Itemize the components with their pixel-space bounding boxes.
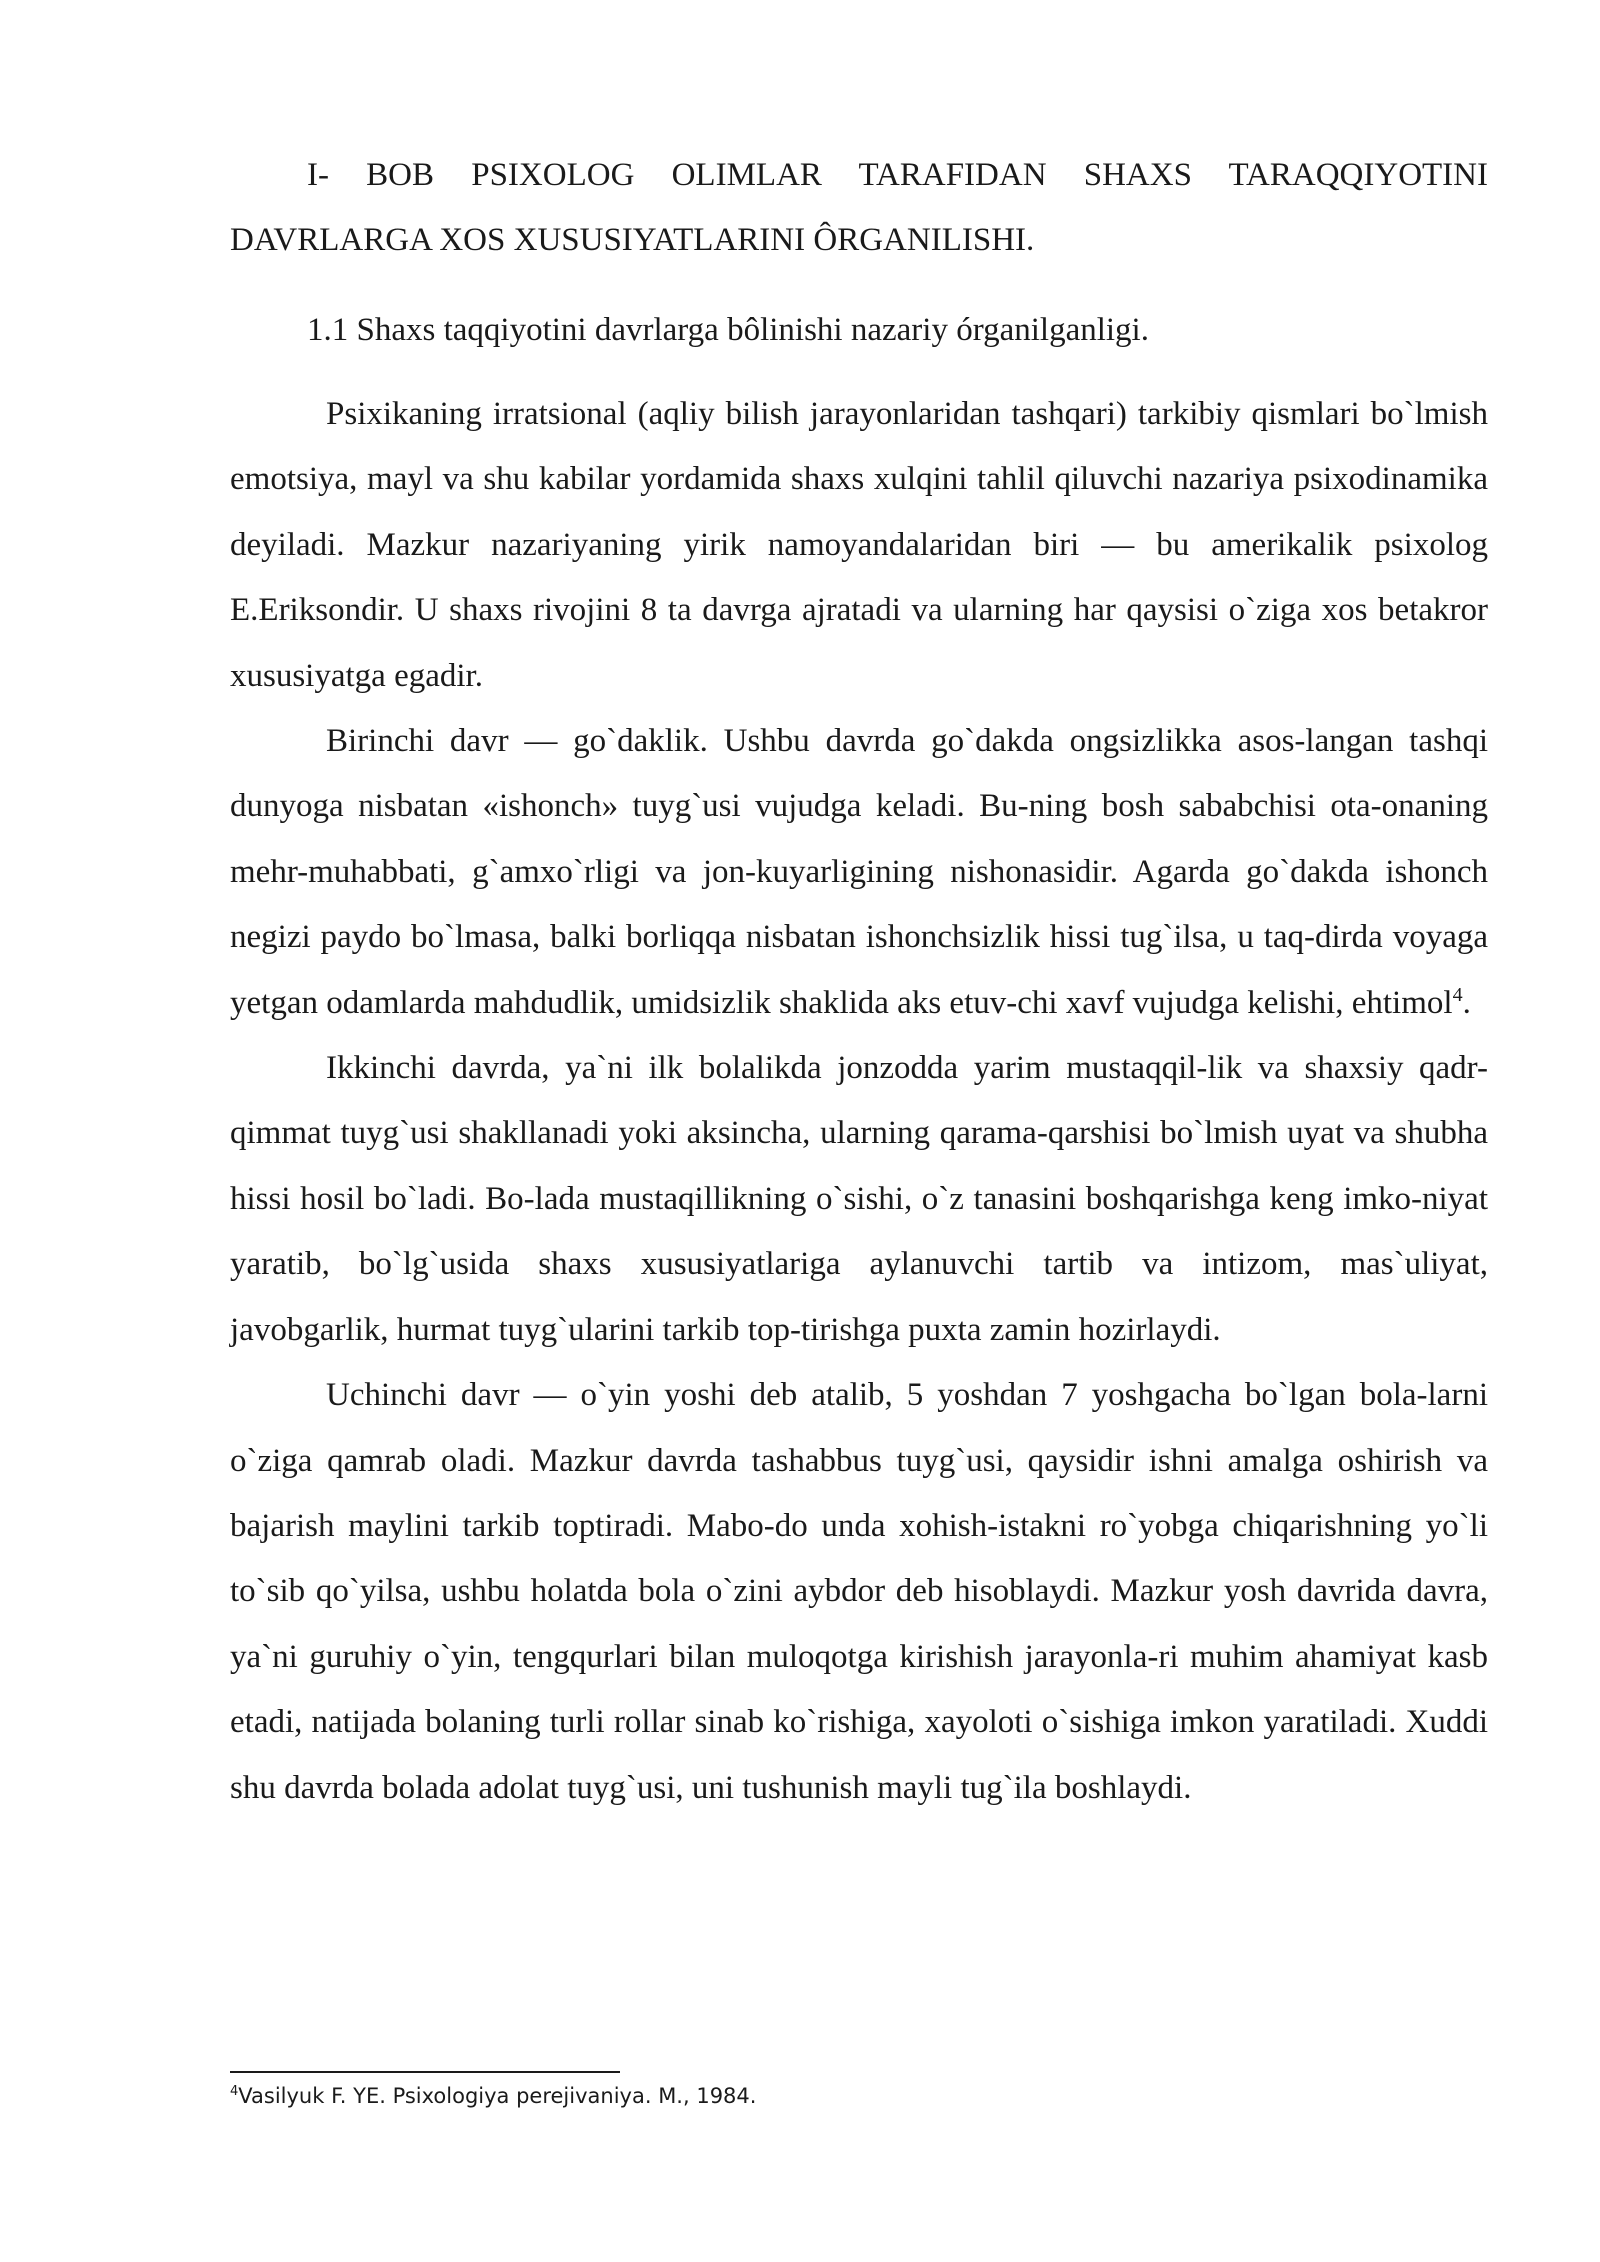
paragraph-3: Ikkinchi davrda, ya`ni ilk bolalikda jonzodda yarim mustaqqil-lik va shaxsiy qadr-qimmat tuyg`usi shakllanadi yoki aksincha, ularning qarama-qarshisi bo`lmish uyat va shubha hissi hosil bo`ladi. Bo-lada mustaqillikning o`sishi, o`z tanasini boshqarishga keng imko-niyat yaratib, bo`lg`usida shaxs xususiyatlariga aylanuvchi tartib va intizom, mas`uliyat, javobgarlik, hurmat tuyg`ularini tarkib top-tirishga puxta zamin hozirlaydi. (230, 1050, 1488, 1348)
chapter-title: I- BOB PSIXOLOG OLIMLAR TARAFIDAN SHAXS TARAQQIYOTINI DAVRLARGA XOS XUSUSIYATLARINI ÔRGANILISHI. (230, 157, 1488, 258)
footnote (230, 2080, 1488, 2112)
body-text (230, 382, 1488, 1821)
paragraph-2 (230, 709, 1488, 1036)
paragraph-1: Psixikaning irratsional (aqliy bilish jarayonlaridan tashqari) tarkibiy qismlari bo`lmish emotsiya, mayl va shu kabilar yordamida shaxs xulqini tahlil qiluvchi nazariya psixodinamika deyiladi. Mazkur nazariyaning yirik namoyandalaridan biri — bu amerikalik psixolog E.Eriksondir. U shaxs rivojini 8 ta davrga ajratadi va ularning har qaysisi o`ziga xos betakror xususiyatga egadir. (230, 396, 1488, 694)
footnote-marker: 4 (230, 2084, 239, 2099)
section-title: 1.1 Shaxs taqqiyotini davrlarga bôlinishi nazariy órganilganligi. (307, 312, 1149, 348)
paragraph-4: Uchinchi davr — o`yin yoshi deb atalib, 5 yoshdan 7 yoshgacha bo`lgan bola-larni o`ziga qamrab oladi. Mazkur davrda tashabbus tuyg`usi, qaysidir ishni amalga oshirish va bajarish maylini tarkib toptiradi. Mabo-do unda xohish-istakni ro`yobga chiqarishning yo`li to`sib qo`yilsa, ushbu holatda bola o`zini aybdor deb hisoblaydi. Mazkur yosh davrida davra, ya`ni guruhiy o`yin, tengqurlari bilan muloqotga kirishish jarayonla-ri muhim ahamiyat kasb etadi, natijada bolaning turli rollar sinab ko`rishiga, xayoloti o`sishiga imkon yaratiladi. Xuddi shu davrda bolada adolat tuyg`usi, uni tushunish mayli tug`ila boshlaydi. (230, 1377, 1488, 1806)
footnote-separator (230, 2071, 620, 2073)
footnote-text: Vasilyuk F. YE. Psixologiya perejivaniya. M., 1984. (238, 2084, 757, 2108)
footnote-reference[interactable]: 4 (1452, 983, 1463, 1006)
paragraph-2-text: Birinchi davr — go`daklik. Ushbu davrda go`dakda ongsizlikka asos-langan tashqi dunyoga nisbatan «ishonch» tuyg`usi vujudga keladi. Bu-ning bosh sababchisi ota-onaning mehr-muhabbati, g`amxo`rligi va jon-kuyarligining nishonasidir. Agarda go`dakda ishonch negizi paydo bo`lmasa, balki borliqqa nisbatan ishonchsizlik hissi tug`ilsa, u taq-dirda voyaga yetgan odamlarda mahdudlik, umidsizlik shaklida aks etuv-chi xavf vujudga kelishi, ehtimol (230, 723, 1488, 1021)
paragraph-2-end: . (1462, 984, 1471, 1021)
